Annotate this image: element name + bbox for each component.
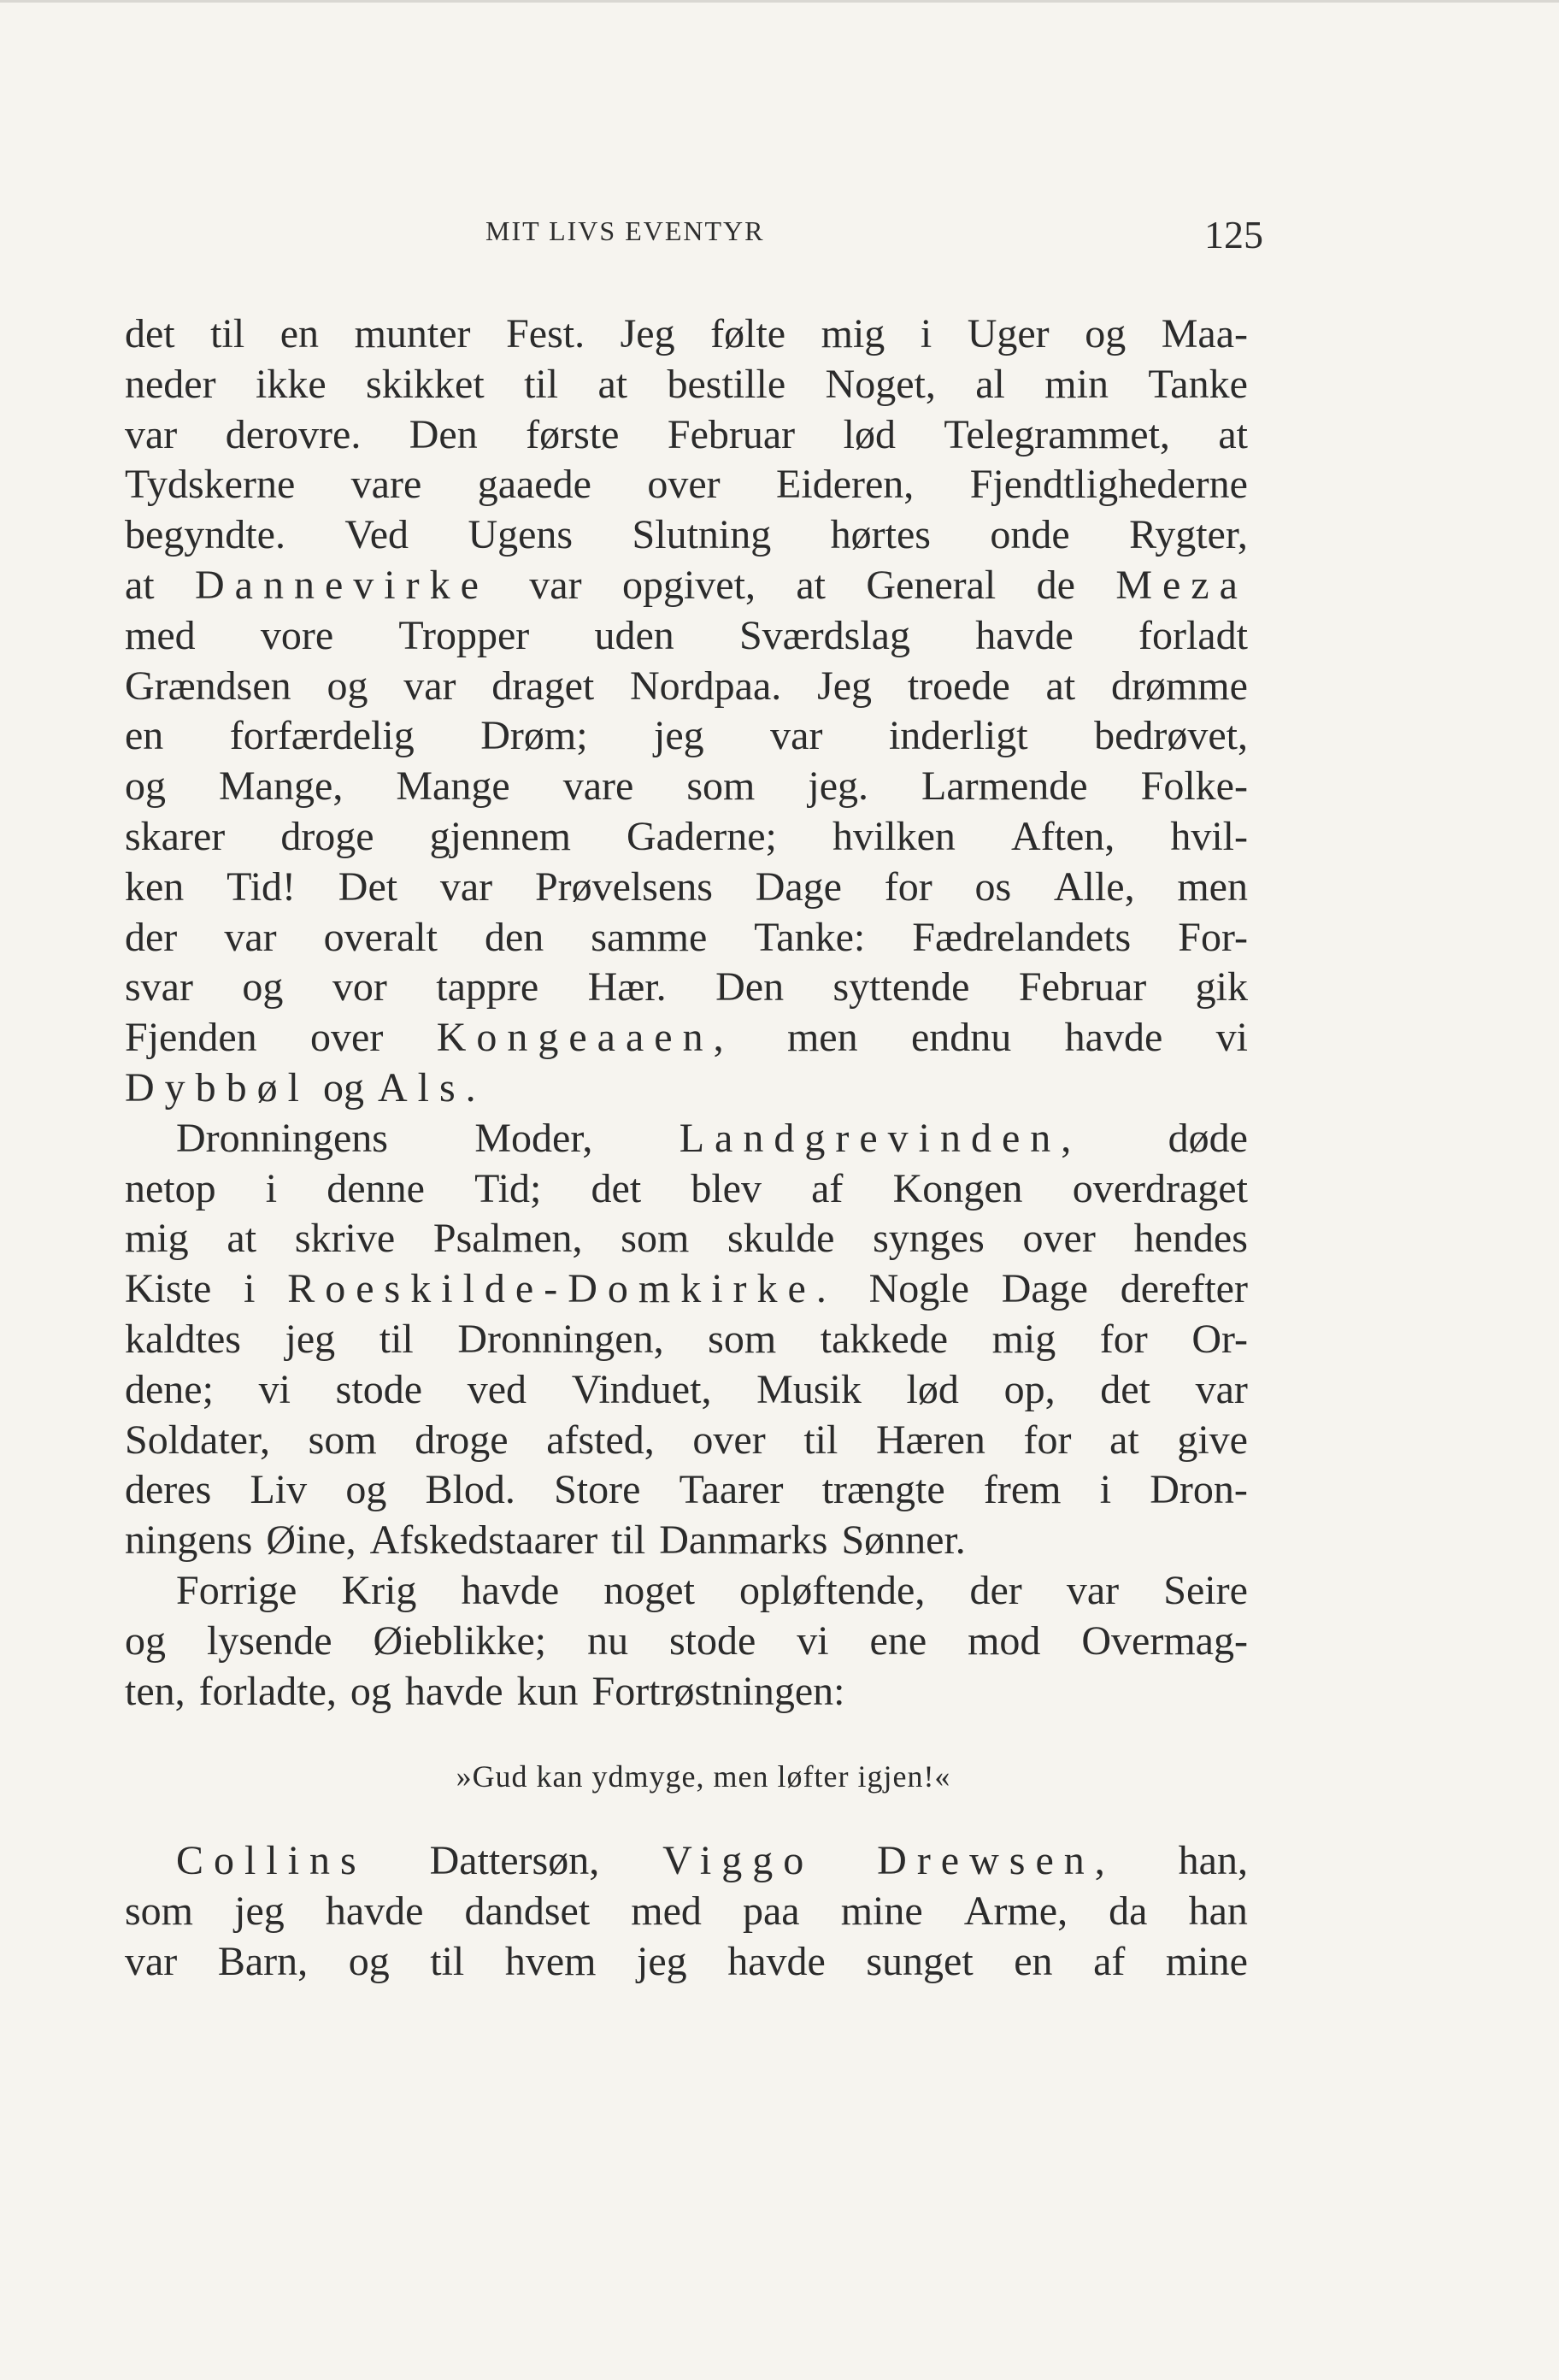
word: neder: [125, 361, 216, 407]
word: Gaderne;: [626, 813, 777, 859]
word: Øieblikke;: [373, 1617, 547, 1664]
text-line: [125, 1114, 1248, 1164]
word: var: [125, 1938, 178, 1984]
word: Tydskerne: [125, 462, 296, 508]
word: ved: [467, 1366, 527, 1412]
word: os: [974, 863, 1012, 910]
word: af: [1093, 1938, 1126, 1984]
word: Kiste: [125, 1266, 212, 1312]
word: opgivet,: [621, 562, 756, 608]
word: Aften,: [1010, 813, 1115, 859]
running-title: MIT LIVS EVENTYR: [485, 215, 765, 246]
text-line: [125, 1264, 1248, 1315]
word: denne: [327, 1165, 425, 1211]
word: havde: [404, 1668, 503, 1714]
word: det: [125, 311, 175, 356]
word: Moder,: [474, 1115, 593, 1161]
word: vare: [562, 763, 634, 810]
word: Ved: [344, 512, 409, 558]
text-line: [125, 1164, 1248, 1215]
word: jeg: [234, 1888, 285, 1935]
word: synges: [873, 1216, 985, 1262]
word: Dronningen,: [457, 1316, 664, 1362]
word: følte: [710, 311, 786, 356]
word: Ugens: [468, 512, 574, 558]
word: Viggo: [662, 1838, 815, 1884]
word: som: [621, 1216, 690, 1262]
word: men: [1177, 863, 1248, 910]
text-line: [125, 1465, 1248, 1516]
word: havde: [975, 612, 1074, 658]
word: Dage: [1001, 1266, 1088, 1312]
word: forfærdelig: [229, 713, 415, 759]
word: de: [1036, 562, 1075, 608]
word: Barn,: [217, 1938, 309, 1984]
word: dandset: [464, 1888, 591, 1935]
word: jeg.: [808, 763, 868, 810]
page-header: [485, 215, 1263, 256]
word: over: [647, 462, 721, 508]
word: var: [403, 663, 456, 709]
word: havde: [727, 1938, 826, 1984]
word: lysende: [206, 1617, 332, 1664]
word: havde: [1064, 1015, 1163, 1061]
text-line: [125, 913, 1248, 963]
word: droge: [415, 1417, 509, 1463]
word: Eideren,: [776, 462, 915, 508]
word: havde: [461, 1567, 560, 1613]
word: var: [125, 411, 178, 457]
word: i: [244, 1266, 256, 1312]
word: han,: [1178, 1838, 1248, 1884]
word: mig: [125, 1216, 189, 1262]
word: var: [529, 562, 582, 608]
word: Taarer: [679, 1467, 784, 1513]
word: at: [796, 562, 826, 608]
word: lød: [906, 1366, 959, 1412]
word: overalt: [323, 914, 438, 960]
word: mod: [968, 1617, 1041, 1664]
word: den: [484, 914, 544, 960]
word: at: [1109, 1417, 1139, 1463]
text-line: [125, 1887, 1248, 1937]
word: til: [803, 1417, 838, 1463]
word: hørtes: [830, 512, 931, 558]
word: inderligt: [888, 713, 1028, 759]
word: frem: [983, 1467, 1062, 1513]
word: Or-: [1191, 1316, 1248, 1362]
word: skulde: [727, 1216, 835, 1262]
word: overdraget: [1072, 1165, 1248, 1211]
word: med: [631, 1888, 702, 1935]
word: Hæren: [875, 1417, 985, 1463]
word: Musik: [756, 1366, 862, 1412]
word: Tropper: [398, 612, 530, 658]
word: Folke-: [1140, 763, 1248, 810]
word: Larmende: [921, 763, 1088, 810]
word: al: [975, 361, 1005, 407]
word: og: [323, 1064, 364, 1110]
word: Fjendtlighederne: [969, 462, 1248, 508]
word: han: [1188, 1888, 1248, 1935]
word: og: [125, 763, 166, 810]
word: til: [210, 311, 245, 356]
word: første: [526, 411, 620, 457]
text-line: [125, 1315, 1248, 1365]
word: Vinduet,: [571, 1366, 712, 1412]
word: til: [379, 1316, 414, 1362]
word: havde: [325, 1888, 424, 1935]
word: der: [969, 1567, 1022, 1613]
text-line: [125, 510, 1248, 561]
word: min: [1044, 361, 1109, 407]
word: Sønner.: [841, 1517, 966, 1564]
text-line: [125, 1013, 1248, 1063]
word: Psalmen,: [432, 1216, 583, 1262]
word: Nogle: [868, 1266, 969, 1312]
word: uden: [594, 612, 674, 658]
text-line: [125, 561, 1248, 611]
word: Fjenden: [125, 1015, 257, 1061]
word: og: [1085, 311, 1127, 356]
word: vore: [260, 612, 334, 658]
word: Det: [338, 863, 398, 910]
word: Sværdslag: [738, 612, 910, 658]
word: Dannevirke: [195, 562, 489, 608]
word: og: [345, 1467, 387, 1513]
word: Dattersøn,: [429, 1838, 600, 1884]
word: trængte: [821, 1467, 945, 1513]
word: som: [708, 1316, 777, 1362]
word: hvil-: [1170, 813, 1248, 859]
word: vare: [350, 462, 422, 508]
word: for: [1099, 1316, 1148, 1362]
word: over: [1022, 1216, 1096, 1262]
word: svar: [125, 964, 193, 1010]
word: var: [439, 863, 493, 910]
word: bestille: [667, 361, 786, 407]
word: For-: [1178, 914, 1248, 960]
word: endnu: [910, 1015, 1012, 1061]
word: Afskedstaarer: [369, 1517, 598, 1564]
word: da: [1109, 1888, 1148, 1935]
word: Februar: [667, 411, 796, 457]
word: det: [1100, 1366, 1150, 1412]
word: som: [308, 1417, 377, 1463]
word: Tid!: [226, 863, 297, 910]
word: jeg: [637, 1938, 687, 1984]
word: stode: [669, 1617, 756, 1664]
word: deres: [125, 1467, 212, 1513]
word: Telegrammet,: [944, 411, 1170, 457]
word: Jeg: [817, 663, 873, 709]
word: og: [348, 1938, 390, 1984]
word: Soldater,: [125, 1417, 271, 1463]
word: Drøm;: [480, 713, 588, 759]
word: Dybbøl: [125, 1064, 309, 1110]
word: Roeskilde-Domkirke.: [287, 1266, 837, 1312]
word: og: [327, 663, 368, 709]
word: syttende: [832, 964, 970, 1010]
text-line: [125, 762, 1248, 812]
word: vi: [1215, 1015, 1248, 1061]
word: der: [125, 914, 178, 960]
word: var: [1195, 1366, 1248, 1412]
text-line: [125, 1416, 1248, 1466]
word: til: [430, 1938, 465, 1984]
word: begyndte.: [125, 512, 285, 558]
word: Fædrelandets: [912, 914, 1132, 960]
word: opløftende,: [739, 1567, 926, 1613]
text-line: [125, 711, 1248, 762]
word: ten,: [125, 1668, 185, 1714]
word: over: [692, 1417, 766, 1463]
word: i: [265, 1165, 278, 1211]
word: med: [125, 612, 196, 658]
word: tappre: [436, 964, 539, 1010]
word: at: [1045, 663, 1076, 709]
word: jeg: [654, 713, 704, 759]
quotation: »Gud kan ydmyge, men løfter igjen!«: [456, 1759, 951, 1794]
word: Dage: [755, 863, 842, 910]
word: Alle,: [1053, 863, 1135, 910]
word: dene;: [125, 1366, 214, 1412]
word: Liv: [250, 1467, 308, 1513]
word: derefter: [1120, 1266, 1248, 1312]
word: Øine,: [266, 1517, 356, 1564]
word: draget: [491, 663, 595, 709]
word: bedrøvet,: [1094, 713, 1248, 759]
text-line: [125, 309, 1248, 360]
text-line: [125, 1516, 1248, 1566]
word: Grændsen: [125, 663, 291, 709]
word: Dron-: [1150, 1467, 1248, 1513]
text-line: [125, 1836, 1248, 1887]
text-line: [125, 1566, 1248, 1617]
word: takkede: [820, 1316, 948, 1362]
body-text: [125, 309, 1248, 1988]
text-line: [125, 360, 1248, 410]
word: som: [686, 763, 756, 810]
word: nu: [587, 1617, 629, 1664]
word: var: [1066, 1567, 1120, 1613]
word: Tanke: [1148, 361, 1248, 407]
word: hendes: [1133, 1216, 1248, 1262]
word: Landgrevinden,: [679, 1115, 1082, 1161]
word: mine: [840, 1888, 923, 1935]
word: Februar: [1018, 964, 1147, 1010]
text-line: [125, 611, 1248, 662]
word: hvem: [504, 1938, 597, 1984]
word: Overmag-: [1081, 1617, 1248, 1664]
word: gjennem: [429, 813, 571, 859]
word: for: [884, 863, 932, 910]
word: over: [310, 1015, 384, 1061]
word: Fortrøstningen:: [591, 1668, 845, 1714]
word: Meza: [1115, 562, 1248, 608]
word: at: [125, 562, 155, 608]
text-line: [125, 662, 1248, 712]
text-line: [125, 1365, 1248, 1416]
word: gaaede: [477, 462, 591, 508]
word: at: [1218, 411, 1248, 457]
word: Den: [409, 411, 478, 457]
word: ene: [869, 1617, 927, 1664]
text-line: [125, 1667, 1248, 1717]
text-line: [125, 460, 1248, 510]
word: og: [125, 1617, 166, 1664]
word: det: [591, 1165, 642, 1211]
word: Rygter,: [1129, 512, 1248, 558]
word: blev: [691, 1165, 762, 1211]
word: Als.: [378, 1064, 486, 1110]
word: ken: [125, 863, 185, 910]
word: var: [224, 914, 277, 960]
page-number: 125: [1204, 213, 1263, 256]
word: Den: [715, 964, 785, 1010]
word: Fest.: [506, 311, 585, 356]
word: i: [1099, 1467, 1112, 1513]
word: og: [242, 964, 284, 1010]
word: i: [920, 311, 932, 356]
word: Seire: [1163, 1567, 1248, 1613]
word: stode: [335, 1366, 422, 1412]
word: sunget: [866, 1938, 974, 1984]
word: Mange,: [219, 763, 344, 810]
word: kaldtes: [125, 1316, 241, 1362]
word: forladte,: [198, 1668, 337, 1714]
word: Blod.: [425, 1467, 515, 1513]
text-line: [125, 410, 1248, 461]
word: skarer: [125, 813, 226, 859]
word: ningens: [125, 1517, 253, 1564]
word: som: [125, 1888, 194, 1935]
word: Tanke:: [754, 914, 866, 960]
word: drømme: [1110, 663, 1248, 709]
word: General: [866, 562, 997, 608]
word: mig: [991, 1316, 1056, 1362]
word: afsted,: [546, 1417, 655, 1463]
word: en: [125, 713, 164, 759]
word: døde: [1168, 1115, 1248, 1161]
text-line: [125, 1937, 1248, 1988]
word: Nordpaa.: [630, 663, 782, 709]
word: forladt: [1138, 612, 1248, 658]
text-line: [125, 963, 1248, 1013]
word: skikket: [366, 361, 485, 407]
word: Jeg: [620, 311, 675, 356]
word: Kongen: [892, 1165, 1023, 1211]
word: paa: [743, 1888, 800, 1935]
word: Maa-: [1161, 311, 1248, 356]
word: hvilken: [832, 813, 956, 859]
word: og: [350, 1668, 391, 1714]
word: noget: [603, 1567, 695, 1613]
word: ikke: [255, 361, 327, 407]
word: Drewsen,: [877, 1838, 1115, 1884]
word: af: [811, 1165, 844, 1211]
text-line: [125, 863, 1248, 913]
text-line: [125, 812, 1248, 863]
word: skrive: [294, 1216, 396, 1262]
word: Prøvelsens: [534, 863, 713, 910]
word: en: [279, 311, 320, 356]
word: Slutning: [632, 512, 772, 558]
text-line: [125, 1063, 1248, 1114]
word: derovre.: [225, 411, 362, 457]
text-line: [125, 1617, 1248, 1667]
word: Kongeaaen,: [436, 1015, 734, 1061]
word: Store: [554, 1467, 641, 1513]
word: troede: [907, 663, 1010, 709]
word: var: [770, 713, 823, 759]
word: at: [226, 1216, 257, 1262]
word: give: [1177, 1417, 1248, 1463]
word: Tid;: [474, 1165, 542, 1211]
word: at: [597, 361, 628, 407]
word: Hær.: [587, 964, 667, 1010]
word: lød: [843, 411, 896, 457]
word: mine: [1165, 1938, 1248, 1984]
word: Dronningens: [176, 1115, 388, 1161]
word: Danmarks: [659, 1517, 828, 1564]
word: men: [786, 1015, 858, 1061]
word: jeg: [285, 1316, 336, 1362]
word: netop: [125, 1165, 216, 1211]
word: munter: [354, 311, 471, 356]
word: Arme,: [963, 1888, 1068, 1935]
word: vi: [797, 1617, 829, 1664]
word: gik: [1195, 964, 1248, 1010]
word: vi: [258, 1366, 291, 1412]
word: mig: [821, 311, 885, 356]
word: til: [524, 361, 559, 407]
word: droge: [280, 813, 374, 859]
word: for: [1023, 1417, 1072, 1463]
word: til: [611, 1517, 646, 1564]
word: en: [1014, 1938, 1053, 1984]
word: kun: [516, 1668, 579, 1714]
word: Mange: [396, 763, 510, 810]
word: onde: [990, 512, 1070, 558]
word: Noget,: [825, 361, 936, 407]
word: Collins: [176, 1838, 367, 1884]
word: Forrige: [176, 1567, 297, 1613]
word: vor: [332, 964, 387, 1010]
text-line: [125, 1214, 1248, 1264]
word: Uger: [967, 311, 1050, 356]
word: samme: [591, 914, 708, 960]
word: op,: [1003, 1366, 1056, 1412]
word: Krig: [341, 1567, 417, 1613]
